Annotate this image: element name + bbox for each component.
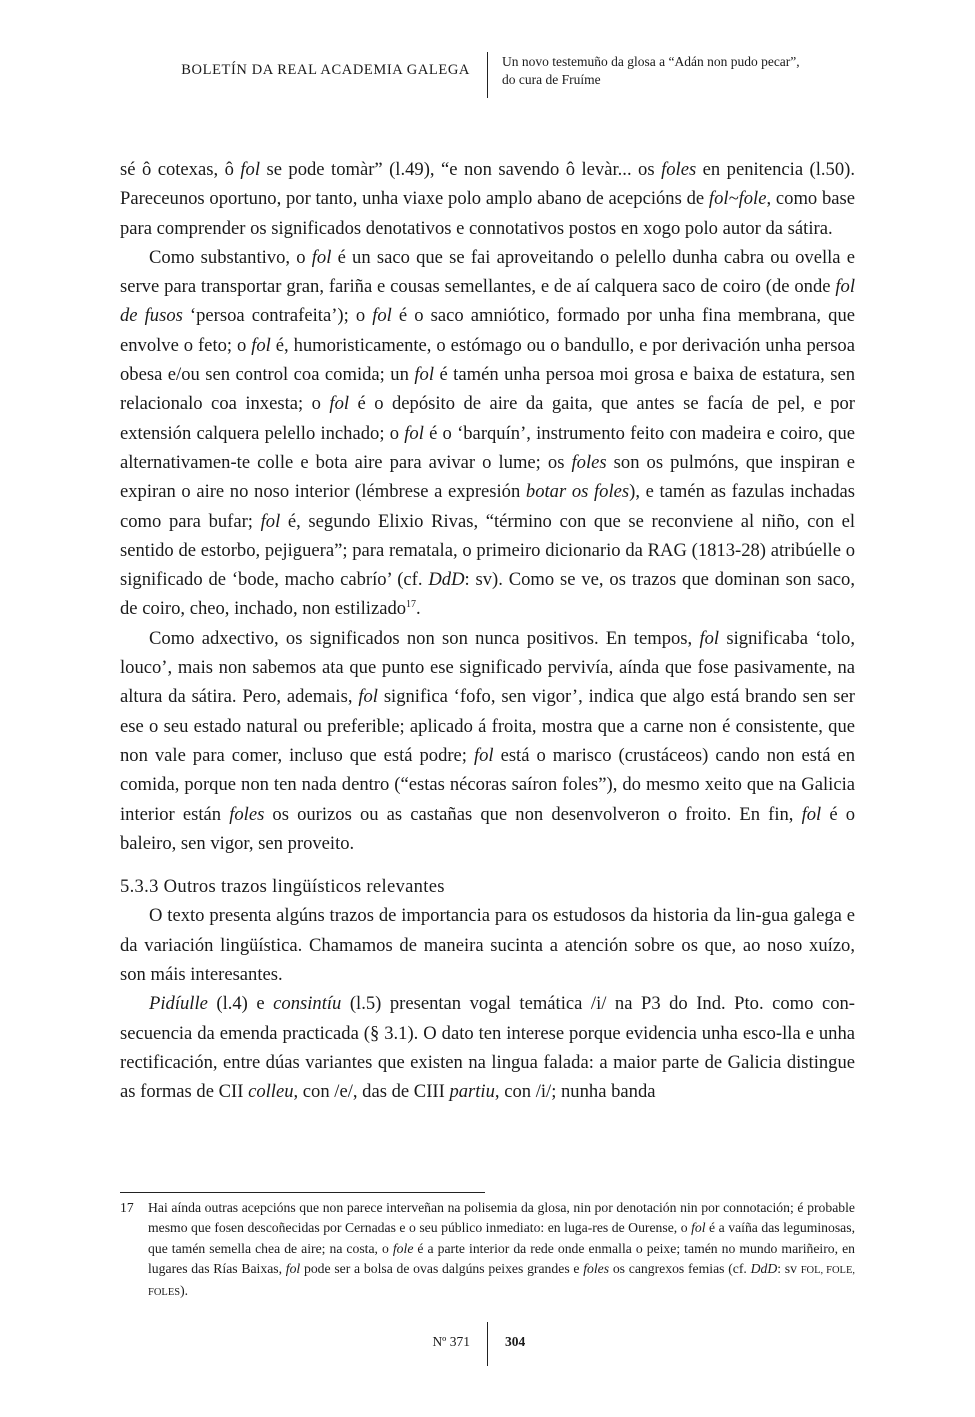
paragraph <box>120 989 855 1106</box>
text-run: é a parte interior da rede onde enmalla o peixe; tamén no mundo mariñeiro, en lugares das Rías Baixas, <box>148 1240 855 1276</box>
text-run: é o saco amniótico, formado por unha fina membrana, que envolve o feto; o <box>120 305 855 356</box>
italic-term: fole <box>392 1240 414 1256</box>
italic-term: fol <box>404 422 424 444</box>
body-text <box>120 155 855 1107</box>
italic-term: fol <box>473 744 494 766</box>
text-run: son os pulmóns, que inspiran e expiran o aire no noso interior (lémbrese a expresión <box>120 451 855 503</box>
italic-term: partiu <box>449 1081 495 1103</box>
paragraph <box>120 624 855 858</box>
text-run: , como base para comprender os significados denotativos e connotativos postos en xogo polo autor da sátira. <box>120 188 855 239</box>
italic-term: botar os foles <box>525 481 630 503</box>
italic-term: fol <box>691 1220 706 1236</box>
footnote-divider <box>120 1192 485 1193</box>
text-run: Hai aínda outras acepcións que non parece interveñan na polisemia da glosa, nin por denotación nin por connotación; é probable mesmo que fosen descoñecidas por Cernadas e o seu público inmediato: en luga-res de Ourense, o <box>148 1200 855 1236</box>
italic-term: fol <box>699 627 720 649</box>
paragraph <box>120 901 855 989</box>
text-run: é un saco que se fai aproveitando o pelello dunha cabra ou ovella e serve para transportar gran, fariña e cousas semellantes, e de aí calquera saco de coiro (de onde <box>120 246 855 298</box>
footnote-number: 17 <box>120 1200 134 1215</box>
italic-term: fol <box>358 686 378 708</box>
article-title <box>502 53 800 89</box>
text-run: os ourizos ou as castañas que non desenvolveron o froito. En fin, <box>264 803 802 825</box>
text-run: : sv). Como se ve, os trazos que dominan son saco, de coiro, cheo, inchado, non estilizado <box>120 569 855 620</box>
text-run: se pode tomàr” (l.49), “e non savendo ô levàr... os <box>260 159 662 180</box>
italic-term: foles <box>229 803 265 825</box>
text-run: Como adxectivo, os significados non son nunca positivos. En tempos, <box>149 627 700 649</box>
italic-term: Pidíulle <box>149 993 208 1015</box>
text-run: significaba ‘tolo, louco’, mais non sabemos ata que punto ese significado pervivía, aínda que fose pasivamente, na altura da sátira. Pero, ademais, <box>120 627 855 708</box>
text-run: ‘persoa contrafeita’); o <box>182 305 373 327</box>
italic-term: colleu <box>248 1081 294 1103</box>
footnote <box>120 1198 855 1303</box>
article-title-line-1: Un novo testemuño da glosa a “Adán non pudo pecar”, <box>502 54 800 69</box>
text-run: ). <box>180 1283 189 1299</box>
header-divider <box>487 52 488 98</box>
paragraph <box>120 155 855 243</box>
text-run: é o depósito de aire da gaita, que antes se facía de pel, e por extensión calquera pelello inchado; o <box>120 393 855 444</box>
italic-term: fol~fole <box>708 188 767 210</box>
text-run: é, segundo Elixio Rivas, “término con que se reconviene al niño, con el sentido de estorbo, pejiguera”; para rematala, o primeiro dicionario da RAG (1813-28) atribúelle o significado de ‘bode, macho cabrío’ (cf. <box>120 510 856 591</box>
article-title-line-2: do cura de Fruíme <box>502 72 601 87</box>
section-heading <box>120 872 855 901</box>
italic-term: fol <box>329 393 350 415</box>
text-run: . <box>416 598 421 620</box>
italic-term: DdD <box>750 1260 778 1276</box>
text-run: (l.4) e <box>207 993 274 1015</box>
text-run: os cangrexos femias (cf. <box>609 1260 751 1276</box>
issue-number: Nº 371 <box>432 1334 470 1349</box>
italic-term: fol <box>260 510 281 532</box>
journal-title: BOLETÍN DA REAL ACADEMIA GALEGA <box>181 62 470 78</box>
italic-term: fol de fusos <box>120 276 855 327</box>
text-run: é, humoristicamente, o estómago ou o bandullo, e por derivación unha persoa obesa e/ou sen control coa comida; un <box>120 334 855 386</box>
text-run: , con /i/; nunha banda <box>494 1081 656 1103</box>
text-run: é tamén unha persoa moi grosa e baixa de estatura, sen relacionalo coa inxesta; o <box>120 364 855 415</box>
paragraph <box>120 243 855 624</box>
text-run: significa ‘fofo, sen vigor’, indica que algo está brando sen ser ese o seu estado natural ou preferible; aplicado á froita, mostra que a carne non é consistente, que non vale para comer, incluso que está podre; <box>120 686 855 766</box>
italic-term: fol <box>240 159 260 180</box>
text-run: é o baleiro, sen vigor, sen proveito. <box>120 803 855 854</box>
text-run: está o marisco (crustáceos) cando non está en comida, porque non ten nada dentro (“estas nécoras saíron foles”), do mesmo xeito que na Galicia interior están <box>120 744 855 825</box>
footer-divider <box>487 1322 488 1366</box>
text-run: , con /e/, das de CIII <box>293 1081 450 1103</box>
text-run: sé ô cotexas, ô <box>120 159 241 180</box>
italic-term: fol <box>311 246 332 268</box>
text-run: (l.5) presentan vogal temática /i/ na P3 do Ind. Pto. como con-secuencia da emenda practicada (§ 3.1). O dato ten interese porque evidencia unha esco-lla e unha rectificación, entre dúas variantes que existen na lingua falada: a maior parte de Galicia distingue as formas de CII <box>120 993 855 1103</box>
text-run: FOL, FOLE, FOLES <box>148 1264 855 1299</box>
text-run: O texto presenta algúns trazos de importancia para os estudosos da historia da lin-gua galega e da variación lingüística. Chamamos de maneira sucinta a atención sobre os que, ao noso xuízo, son máis interesantes. <box>120 905 855 986</box>
italic-term: fol <box>414 364 434 386</box>
page-number: 304 <box>505 1334 526 1349</box>
text-run: é o ‘barquín’, instrumento feito con madeira e coiro, que alternativamen-te colle e bota aire para avivar o lume; os <box>120 422 855 473</box>
text-run: ), e tamén as fazulas inchadas como para bufar; <box>120 481 855 532</box>
italic-term: foles <box>571 451 607 473</box>
italic-term: fol <box>251 334 271 356</box>
text-run: Como substantivo, o <box>149 246 312 268</box>
text-run: 5.3.3 Outros trazos lingüísticos relevantes <box>120 876 445 898</box>
italic-term: fol <box>285 1260 301 1276</box>
footnote-reference[interactable]: 17 <box>406 599 417 611</box>
italic-term: fol <box>372 305 392 327</box>
text-run: pode ser a bolsa de ovas dalgúns peixes grandes e <box>300 1260 584 1276</box>
italic-term: fol <box>801 803 822 825</box>
italic-term: consintíu <box>273 993 342 1015</box>
text-run: en penitencia (l.50). Pareceunos oportuno, por tanto, unha viaxe polo amplo abano de acepcións de <box>120 159 855 210</box>
text-run: é a vaíña das leguminosas, que tamén semella chea de aire; na costa, o <box>148 1220 855 1256</box>
text-run: : sv <box>777 1260 801 1276</box>
italic-term: DdD <box>428 569 465 591</box>
italic-term: foles <box>661 159 697 180</box>
italic-term: foles <box>583 1260 610 1276</box>
